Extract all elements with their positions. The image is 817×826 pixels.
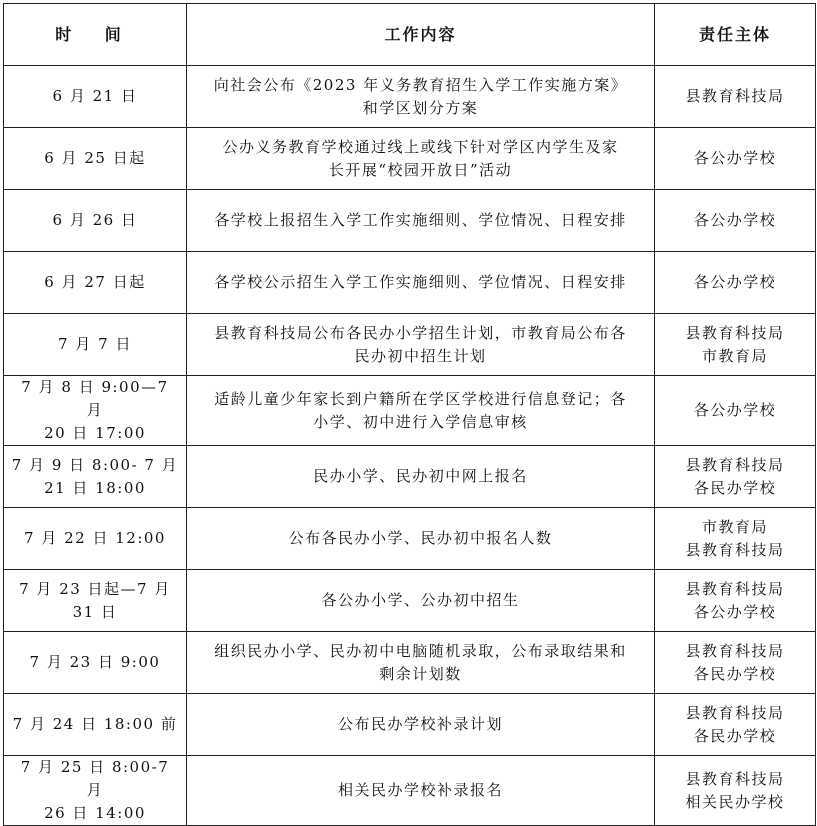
content-cell-line: 和学区划分方案 [362,98,479,117]
table-row [4,314,816,376]
table-row [4,252,816,314]
content-cell [187,570,655,632]
owner-cell-line: 各公办学校 [693,602,777,621]
time-cell-line: 21 日 18:00 [44,478,146,497]
table-row [4,128,816,190]
time-cell [4,190,187,252]
table-row [4,570,816,632]
enrollment-schedule-table [3,3,816,826]
table-row [4,190,816,252]
content-cell [187,66,655,128]
time-cell-line: 6 月 21 日 [52,87,138,105]
time-cell-line: 7 月 8 日 9:00—7 月 [21,378,169,419]
content-cell-line: 民办小学、民办初中网上报名 [313,467,528,485]
owner-cell [655,376,816,446]
content-cell-line: 长开展“校园开放日”活动 [328,160,513,179]
owner-cell-line: 各公办学校 [693,273,777,291]
content-cell [187,446,655,508]
owner-cell [655,508,816,570]
header-time: 时 间 [4,4,187,66]
owner-cell [655,128,816,190]
content-cell-line: 适龄儿童少年家长到户籍所在学区学校进行信息登记；各 [214,389,627,408]
content-cell-line: 各公办小学、公办初中招生 [321,591,520,609]
owner-cell-line: 各公办学校 [693,149,777,167]
content-cell-line: 公办义务教育学校通过线上或线下针对学区内学生及家 [222,137,619,156]
table-row [4,508,816,570]
time-cell [4,252,187,314]
table-row [4,66,816,128]
header-owner: 责任主体 [655,4,816,66]
content-cell-line: 相关民办学校补录报名 [337,781,503,799]
content-cell-line: 小学、初中进行入学信息审核 [313,412,528,431]
time-cell-line: 7 月 7 日 [58,335,132,353]
content-cell-line: 公布民办学校补录计划 [337,715,503,733]
owner-cell [655,756,816,826]
owner-cell-line: 县教育科技局 [685,540,785,559]
time-cell [4,632,187,694]
owner-cell-line: 各公办学校 [693,211,777,229]
content-cell-line: 县教育科技局公布各民办小学招生计划，市教育局公布各 [214,323,627,342]
content-cell [187,632,655,694]
time-cell [4,376,187,446]
owner-cell-line: 各民办学校 [693,664,777,683]
owner-cell-line: 各民办学校 [693,726,777,745]
time-cell-line: 26 日 14:00 [44,804,146,822]
header-row [4,4,816,66]
table-row [4,694,816,756]
owner-cell [655,694,816,756]
content-cell-line: 公布各民办小学、民办初中报名人数 [288,529,553,547]
content-cell [187,128,655,190]
time-cell [4,694,187,756]
time-cell-line: 7 月 23 日起—7 月 [19,579,171,598]
content-cell-line: 向社会公布《2023 年义务教育招生入学工作实施方案》 [213,75,628,94]
content-cell [187,252,655,314]
time-cell [4,570,187,632]
header-content: 工作内容 [187,4,655,66]
content-cell-line: 各学校上报招生入学工作实施细则、学位情况、日程安排 [214,211,627,229]
owner-cell-line: 县教育科技局 [685,87,785,105]
owner-cell-line: 各公办学校 [693,401,777,419]
time-cell-line: 6 月 26 日 [52,211,138,229]
content-cell-line: 各学校公示招生入学工作实施细则、学位情况、日程安排 [214,273,627,291]
owner-cell-line: 市教育局 [701,346,768,365]
time-cell-line: 7 月 25 日 8:00-7 月 [20,758,170,799]
time-cell [4,508,187,570]
time-cell-line: 7 月 9 日 8:00- 7 月 [11,455,179,474]
time-cell-line: 6 月 25 日起 [44,149,146,167]
content-cell [187,508,655,570]
time-cell-line: 7 月 22 日 12:00 [24,529,166,547]
content-cell-line: 民办初中招生计划 [354,346,487,365]
owner-cell-line: 市教育局 [701,517,768,536]
time-cell [4,756,187,826]
owner-cell-line: 县教育科技局 [685,769,785,788]
time-cell [4,446,187,508]
owner-cell-line: 县教育科技局 [685,579,785,598]
content-cell [187,190,655,252]
owner-cell-line: 县教育科技局 [685,323,785,342]
time-cell-line: 7 月 23 日 9:00 [29,653,161,671]
time-cell [4,314,187,376]
owner-cell [655,446,816,508]
owner-cell [655,570,816,632]
owner-cell [655,190,816,252]
owner-cell-line: 县教育科技局 [685,703,785,722]
table-row [4,632,816,694]
content-cell-line: 组织民办小学、民办初中电脑随机录取，公布录取结果和 [214,641,627,660]
owner-cell-line: 县教育科技局 [685,641,785,660]
content-cell [187,694,655,756]
table-header [4,4,816,66]
content-cell-line: 剩余计划数 [379,664,462,683]
owner-cell [655,252,816,314]
table-row [4,446,816,508]
table-row [4,376,816,446]
time-cell-line: 6 月 27 日起 [44,273,146,291]
time-cell-line: 31 日 [72,602,118,621]
table-body [4,66,816,826]
content-cell [187,314,655,376]
time-cell [4,128,187,190]
content-cell [187,756,655,826]
owner-cell-line: 相关民办学校 [685,792,785,811]
owner-cell [655,632,816,694]
table-row [4,756,816,826]
owner-cell [655,66,816,128]
owner-cell-line: 县教育科技局 [685,455,785,474]
time-cell [4,66,187,128]
owner-cell-line: 各民办学校 [693,478,777,497]
time-cell-line: 7 月 24 日 18:00 前 [12,715,178,733]
content-cell [187,376,655,446]
time-cell-line: 20 日 17:00 [44,424,146,442]
owner-cell [655,314,816,376]
